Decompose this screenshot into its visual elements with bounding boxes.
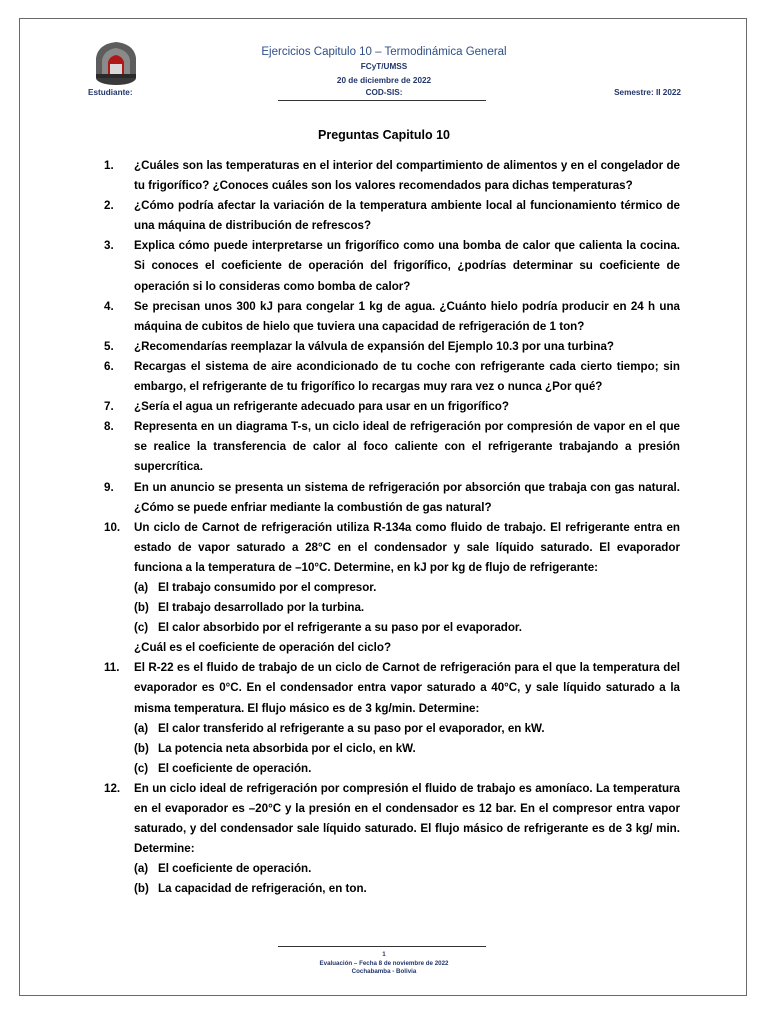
question-text: ¿Recomendarías reemplazar la válvula de expansión del Ejemplo 10.3 por una turbina? — [134, 339, 615, 353]
sub-question-label: (b) — [134, 741, 149, 755]
question-number: 7. — [104, 400, 114, 414]
semester-label: Semestre: II 2022 — [614, 88, 681, 97]
sub-question-text: El calor transferido al refrigerante a su paso por el evaporador, en kW. — [158, 721, 545, 735]
question-item — [104, 236, 680, 296]
question-number: 2. — [104, 199, 114, 213]
question-number: 9. — [104, 480, 114, 494]
question-item — [104, 478, 680, 518]
sub-question-label: (a) — [134, 580, 149, 594]
footer-page-number: 1 — [382, 951, 386, 958]
question-text: Representa en un diagrama T-s, un ciclo ideal de refrigeración por compresión de vapor en el que se realice la transferencia de calor al foco caliente con el refrigerante trabajando a presión supercrítica. — [134, 420, 680, 474]
question-item — [104, 658, 680, 779]
sub-question-label: (a) — [134, 862, 149, 876]
question-text: Un ciclo de Carnot de refrigeración utiliza R-134a como fluido de trabajo. El refrigerante entra en estado de vapor saturado a 28°C en el condensador y sale líquido saturado. El evaporador funciona a la temperatura de –10°C. Determine, en kJ por kg de flujo de refrigerante: — [134, 520, 680, 574]
sub-question — [134, 859, 680, 879]
question-text: Explica cómo puede interpretarse un frigorífico como una bomba de calor que calienta la cocina. Si conoces el coeficiente de operación del frigorífico, ¿podrías determinar su coeficiente de operación si lo consideras como bomba de calor? — [134, 239, 680, 293]
question-text: En un anuncio se presenta un sistema de refrigeración por absorción que trabaja con gas natural. ¿Cómo se puede enfriar mediante la combustión de gas natural? — [134, 480, 680, 514]
footer-rule — [278, 946, 486, 947]
sub-question — [134, 879, 680, 899]
question-number: 12. — [104, 781, 121, 795]
question-item — [104, 156, 680, 196]
question-text: ¿Cuáles son las temperaturas en el interior del compartimiento de alimentos y en el congelador de tu frigorífico? ¿Conoces cuáles son los valores recomendados para dichas temperaturas? — [134, 159, 680, 193]
question-text: El R-22 es el fluido de trabajo de un ciclo de Carnot de refrigeración para el que la temperatura del evaporador es 0°C. En el condensador entra vapor saturado a 40°C, y sale líquido saturado a la misma temperatura. El flujo másico es de 3 kg/min. Determine: — [134, 661, 680, 715]
question-item — [104, 397, 680, 417]
header-rule — [278, 100, 486, 101]
question-number: 5. — [104, 339, 114, 353]
question-item — [104, 779, 680, 900]
question-number: 1. — [104, 159, 114, 172]
question-number: 3. — [104, 239, 114, 253]
sub-question — [134, 618, 680, 638]
sub-question-text: La capacidad de refrigeración, en ton. — [158, 882, 367, 896]
question-text: Recargas el sistema de aire acondicionado de tu coche con refrigerante cada cierto tiempo; sin embargo, el refrigerante de tu frigorífico lo recargas muy rara vez o nunca ¿Por qué? — [134, 359, 680, 394]
question-number: 6. — [104, 359, 114, 373]
sub-question-label: (b) — [134, 882, 149, 896]
sub-question — [134, 759, 680, 779]
question-followup: ¿Cuál es el coeficiente de operación del ciclo? — [134, 641, 392, 655]
document-title: Preguntas Capitulo 10 — [318, 128, 450, 142]
question-text: En un ciclo ideal de refrigeración por compresión el fluido de trabajo es amoníaco. La temperatura en el evaporador es –20°C y la presión en el condensador es 12 bar. En el compresor entra vapor saturado, y del condensador sale líquido saturado. El flujo másico de refrigerante es de 3 kg/ min. Determine: — [134, 781, 680, 856]
sub-question-text: El coeficiente de operación. — [158, 761, 312, 775]
question-number: 11. — [104, 661, 120, 675]
question-text: ¿Sería el agua un refrigerante adecuado para usar en un frigorífico? — [134, 400, 509, 414]
header-title: Ejercicios Capitulo 10 – Termodinámica General — [261, 46, 507, 58]
sub-question-label: (c) — [134, 621, 149, 635]
sub-question — [134, 598, 680, 618]
header-codsis: COD-SIS: — [365, 88, 403, 97]
sub-question-label: (a) — [134, 721, 149, 735]
sub-question-text: El trabajo consumido por el compresor. — [158, 580, 377, 594]
question-number: 8. — [104, 420, 114, 434]
sub-question — [134, 739, 680, 759]
question-number: 10. — [104, 520, 121, 534]
question-item — [104, 337, 680, 357]
sub-question-text: El trabajo desarrollado por la turbina. — [158, 601, 365, 615]
footer-location: Cochabamba - Bolivia — [351, 968, 417, 975]
sub-question — [134, 578, 680, 598]
question-item — [104, 196, 680, 236]
sub-question-text: El coeficiente de operación. — [158, 862, 312, 876]
question-number: 4. — [104, 299, 114, 313]
sub-question — [134, 719, 680, 739]
question-item — [104, 518, 680, 659]
question-list — [104, 156, 680, 899]
header-faculty: FCyT/UMSS — [360, 62, 408, 71]
sub-question-text: El calor absorbido por el refrigerante a su paso por el evaporador. — [158, 621, 523, 635]
question-item — [104, 417, 680, 477]
question-item — [104, 357, 680, 397]
sub-question-label: (b) — [134, 601, 149, 615]
question-text: ¿Cómo podría afectar la variación de la temperatura ambiente local al funcionamiento térmico de una máquina de distribución de refrescos? — [134, 199, 680, 233]
student-label: Estudiante: — [88, 88, 133, 97]
sub-question-text: La potencia neta absorbida por el ciclo, en kW. — [158, 741, 416, 755]
question-text: Se precisan unos 300 kJ para congelar 1 kg de agua. ¿Cuánto hielo podría producir en 24 h una máquina de cubitos de hielo que tuviera una capacidad de refrigeración de 1 ton? — [134, 299, 680, 333]
question-item — [104, 297, 680, 337]
sub-question-label: (c) — [134, 761, 149, 775]
footer-evaluation: Evaluación – Fecha 8 de noviembre de 2022 — [319, 960, 449, 967]
header-date: 20 de diciembre de 2022 — [336, 76, 432, 85]
